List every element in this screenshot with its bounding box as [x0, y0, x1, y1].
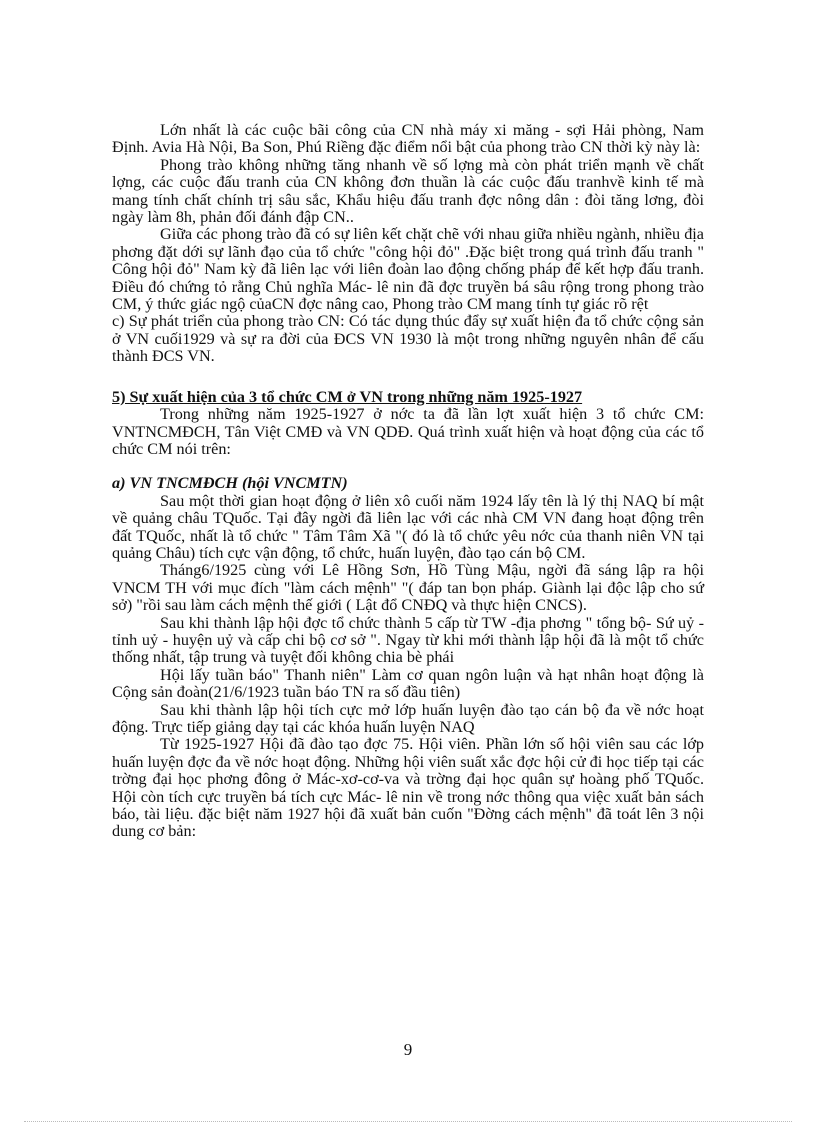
subsection-heading: a) VN TNCMĐCH (hội VNCMTN): [112, 474, 348, 493]
page-number: 9: [403, 1040, 413, 1059]
section-heading: 5) Sự xuất hiện của 3 tổ chức CM ở VN trong những năm 1925-1927: [112, 387, 583, 406]
paragraph: Tháng6/1925 cùng với Lê Hồng Sơn, Hồ Tùng Mậu, ngời đã sáng lập ra hội VNCM TH với mục đích "làm cách mệnh" "( đáp tan bọn pháp. Giành lại độc lập cho sứ sở) "rồi sau làm cách mệnh thế giới ( Lật đổ CNĐQ và thực hiện CNCS).: [112, 561, 704, 615]
paragraph: Giữa các phong trào đã có sự liên kết chặt chẽ với nhau giữa nhiều ngành, nhiều địa phơng đặt dới sự lãnh đạo của tổ chức "công hội đỏ" .Đặc biệt trong quá trình đấu tranh " Công hội đỏ" Nam kỳ đã liên lạc với liên đoàn lao động chống pháp để kết hợp đấu tranh. Điều đó chứng tỏ rằng Chủ nghĩa Mác- lê nin đã đợc truyền bá sâu rộng trong phong trào CM, ý thức giác ngộ củaCN đợc nâng cao, Phong trào CM mang tính tự giác rõ rệt: [112, 225, 704, 314]
paragraph: Hội lấy tuần báo" Thanh niên" Làm cơ quan ngôn luận và hạt nhân hoạt động là Cộng sản đoàn(21/6/1923 tuần báo TN ra số đầu tiên): [112, 665, 704, 702]
paragraph: Từ 1925-1927 Hội đã đào tạo đợc 75. Hội viên. Phần lớn số hội viên sau các lớp huấn luyện đợc đa về nớc hoạt động. Những hội viên suất xắc đợc hội cử đi học tiếp tại các trờng đại học phơng đông ở Mác-xơ-cơ-va và trờng đại học quân sự hoàng phố TQuốc. Hội còn tích cực truyền bá tích cực Mác- lê nin về trong nớc thông qua việc xuất bản sách báo, tài liệu. đặc biệt năm 1927 hội đã xuất bản cuốn "Đờng cách mệnh" đã toát lên 3 nội dung cơ bản:: [112, 735, 704, 841]
paragraph: Sau khi thành lập hội tích cực mở lớp huấn luyện đào tạo cán bộ đa về nớc hoạt động. Trực tiếp giảng dạy tại các khóa huấn luyện NAQ: [112, 700, 704, 736]
paragraph-c: c) Sự phát triển của phong trào CN: Có tác dụng thúc đẩy sự xuất hiện đa tổ chức cộng sản ở VN cuối1929 và sự ra đời của ĐCS VN 1930 là một trong những nguyên nhân để cấu thành ĐCS VN.: [112, 312, 704, 366]
paragraph: Phong trào không những tăng nhanh về số lợng mà còn phát triển mạnh về chất lợng, các cuộc đấu tranh của CN không đơn thuần là các cuộc đấu tranhvề kinh tế mà mang tính chất chính trị sâu sắc, Khẩu hiệu đấu tranh đợc nông dân : đòi tăng lơng, đòi ngày làm 8h, phản đối đánh đập CN..: [112, 155, 704, 227]
paragraph: Sau một thời gian hoạt động ở liên xô cuối năm 1924 lấy tên là lý thị NAQ bí mật về quảng châu TQuốc. Tại đây ngời đã liên lạc với các nhà CM VN đang hoạt động trên đất TQuốc, nhất là tổ chức " Tâm Tâm Xã "( đó là tổ chức yêu nớc của thanh niên VN tại quảng Châu) tích cực vận động, tổ chức, huấn luyện, đào tạo cán bộ CM.: [112, 491, 704, 562]
document-body: [112, 122, 704, 841]
section-intro: Trong những năm 1925-1927 ở nớc ta đã lần lợt xuất hiện 3 tổ chức CM: VNTNCMĐCH, Tân Việt CMĐ và VN QDĐ. Quá trình xuất hiện và hoạt động của các tổ chức CM nói trên:: [112, 405, 704, 458]
paragraph: Sau khi thành lập hội đợc tổ chức thành 5 cấp từ TW -địa phơng " tổng bộ- Sứ uỷ - tỉnh uỷ - huyện uỷ và cấp chi bộ cơ sở ". Ngay từ khi mới thành lập hội đã là một tổ chức thống nhất, tập trung và tuyệt đối không chia bè phái: [112, 613, 704, 667]
paragraph: Lớn nhất là các cuộc bãi công của CN nhà máy xi măng - sợi Hải phòng, Nam Định. Avia Hà Nội, Ba Son, Phú Riềng đặc điểm nổi bật của phong trào CN thời kỳ này là:: [112, 121, 704, 157]
page-bottom-divider: [24, 1121, 792, 1122]
